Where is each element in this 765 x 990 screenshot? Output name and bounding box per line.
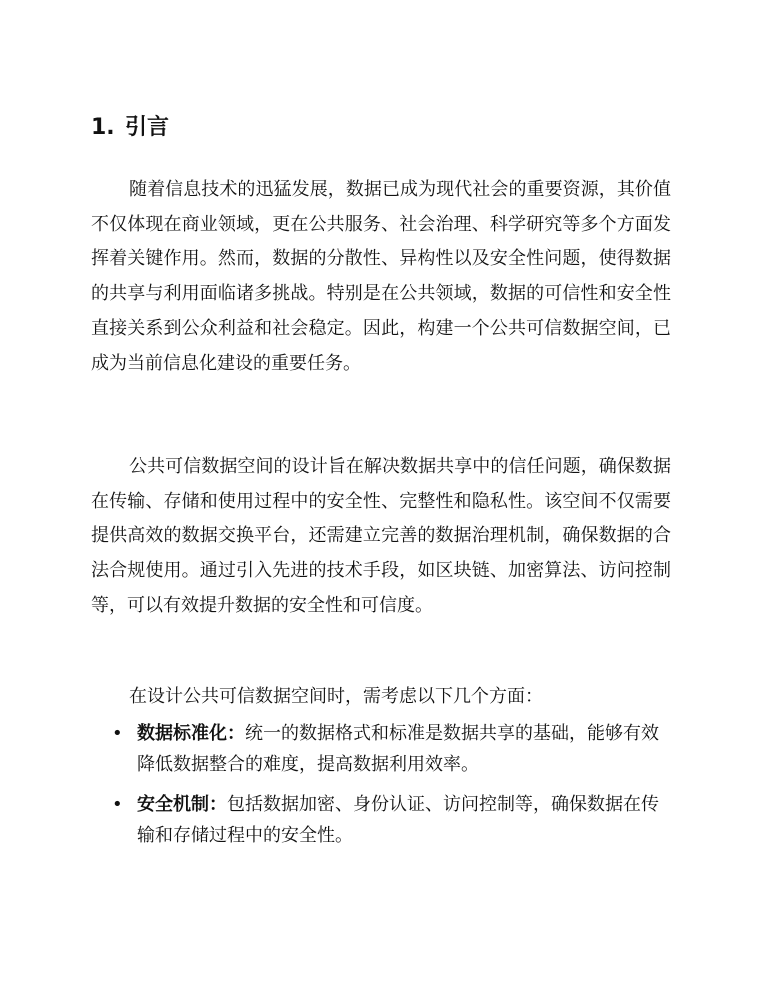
list-item <box>91 789 671 851</box>
section-number: 1. <box>91 115 115 140</box>
list-item-text: 包括数据加密、身份认证、访问控制等，确保数据在传输和存储过程中的安全性。 <box>137 794 659 846</box>
list-item <box>91 718 671 780</box>
list-item-term: 安全机制： <box>137 794 227 815</box>
list-item-term: 数据标准化： <box>137 723 245 744</box>
bullet-icon: • <box>112 794 123 815</box>
section-heading <box>91 112 169 144</box>
paragraph-considerations: 在设计公共可信数据空间时，需考虑以下几个方面： <box>129 686 543 707</box>
bullet-icon: • <box>112 723 123 744</box>
paragraph-design-goal: 公共可信数据空间的设计旨在解决数据共享中的信任问题，确保数据在传输、存储和使用过程中的安全性、完整性和隐私性。该空间不仅需要提供高效的数据交换平台，还需建立完善的数据治理机制，确保数据的合法合规使用。通过引入先进的技术手段，如区块链、加密算法、访问控制等，可以有效提升数据的安全性和可信度。 <box>91 456 671 616</box>
paragraph-intro: 随着信息技术的迅猛发展，数据已成为现代社会的重要资源，其价值不仅体现在商业领域，更在公共服务、社会治理、科学研究等多个方面发挥着关键作用。然而，数据的分散性、异构性以及安全性问题，使得数据的共享与利用面临诸多挑战。特别是在公共领域，数据的可信性和安全性直接关系到公众利益和社会稳定。因此，构建一个公共可信数据空间，已成为当前信息化建设的重要任务。 <box>91 179 671 374</box>
list-item-text: 统一的数据格式和标准是数据共享的基础，能够有效降低数据整合的难度，提高数据利用效率。 <box>137 723 659 775</box>
considerations-list <box>91 718 671 860</box>
section-title: 引言 <box>125 115 170 140</box>
